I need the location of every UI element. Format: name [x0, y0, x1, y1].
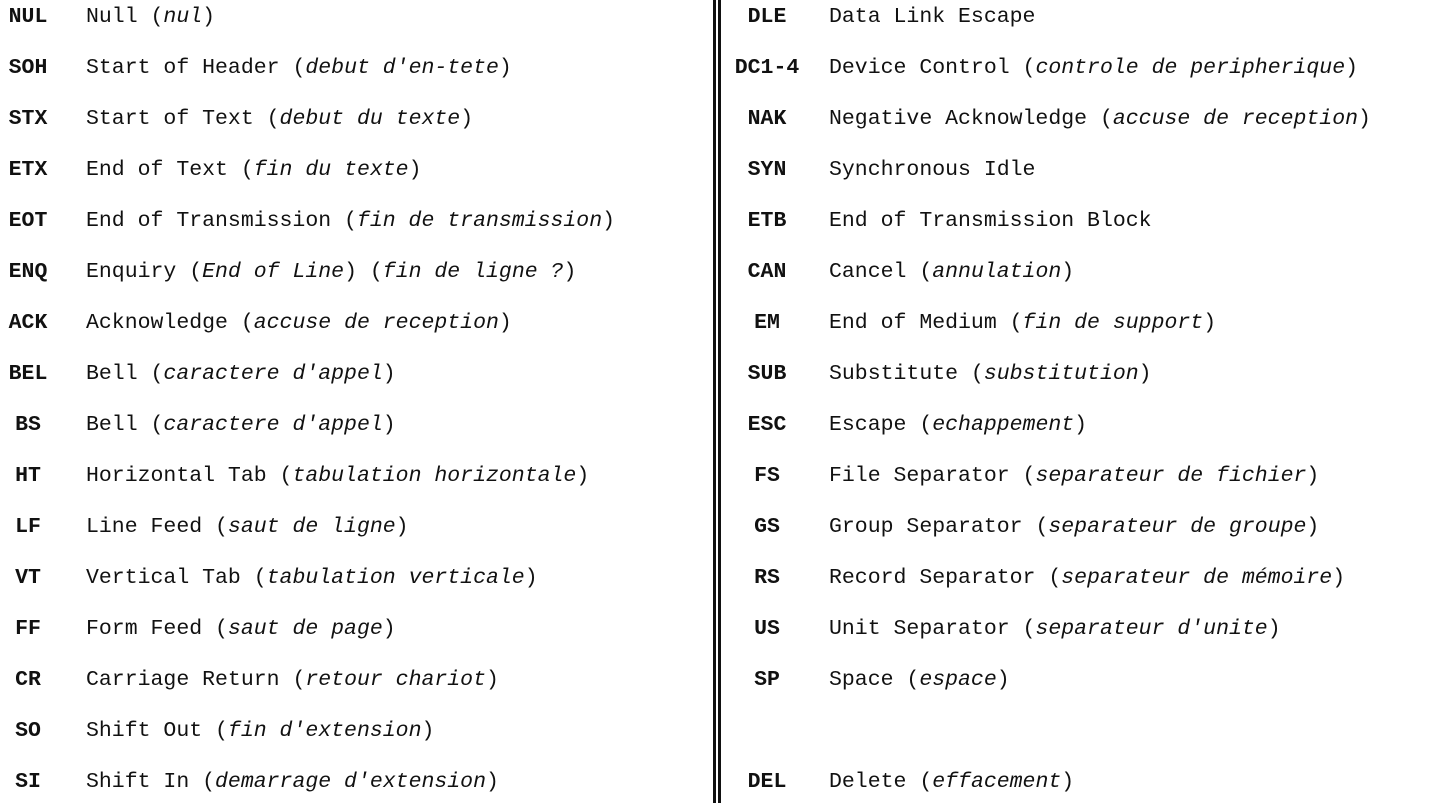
control-char-code: STX	[8, 107, 48, 131]
control-char-code: EM	[754, 311, 780, 335]
translation-note: fin d'extension	[227, 719, 422, 743]
control-char-code: DEL	[747, 770, 787, 794]
control-char-code: HT	[15, 464, 41, 488]
control-char-code: ACK	[8, 311, 48, 335]
control-char-description: Escape (echappement)	[829, 413, 1088, 437]
control-char-row	[0, 247, 576, 298]
control-char-description: Line Feed (saut de ligne)	[86, 515, 409, 539]
translation-note: nul	[163, 5, 203, 29]
translation-note: saut de ligne	[227, 515, 396, 539]
control-char-row	[722, 145, 1035, 196]
control-char-row	[722, 247, 1074, 298]
control-char-description: Carriage Return (retour chariot)	[86, 668, 499, 692]
control-char-row	[0, 757, 499, 808]
translation-note: substitution	[983, 362, 1139, 386]
english-name: Unit Separator	[829, 617, 1010, 641]
control-char-row	[0, 451, 589, 502]
translation-note: saut de page	[227, 617, 383, 641]
control-char-description: End of Transmission (fin de transmission)	[86, 209, 615, 233]
english-name: End of Transmission Block	[829, 209, 1152, 233]
control-char-code: ETB	[747, 209, 787, 233]
control-char-description: Record Separator (separateur de mémoire)	[829, 566, 1346, 590]
control-char-code: BEL	[8, 362, 48, 386]
control-char-code: DLE	[747, 5, 787, 29]
control-char-code: NAK	[747, 107, 787, 131]
english-name: Negative Acknowledge	[829, 107, 1088, 131]
control-char-code: NUL	[8, 5, 48, 29]
english-name: Form Feed	[86, 617, 203, 641]
control-char-row	[0, 553, 538, 604]
translation-note: effacement	[932, 770, 1062, 794]
english-name: File Separator	[829, 464, 1010, 488]
control-char-description	[829, 209, 1152, 233]
control-char-code: FF	[15, 617, 41, 641]
translation-note: caractere d'appel	[163, 413, 383, 437]
translation-note: tabulation verticale	[266, 566, 525, 590]
control-char-row	[722, 94, 1371, 145]
translation-note: fin de ligne ?	[382, 260, 564, 284]
control-char-description	[829, 5, 1035, 29]
control-char-code: GS	[754, 515, 780, 539]
control-char-description: Delete (effacement)	[829, 770, 1075, 794]
control-char-description: Start of Header (debut d'en-tete)	[86, 56, 512, 80]
control-char-description: End of Text (fin du texte)	[86, 158, 422, 182]
translation-note: echappement	[932, 413, 1075, 437]
translation-note: fin de transmission	[356, 209, 603, 233]
english-name: Start of Header	[86, 56, 280, 80]
control-char-row	[0, 145, 421, 196]
translation-note: fin du texte	[253, 158, 409, 182]
translation-note: debut du texte	[279, 107, 461, 131]
control-char-code: RS	[754, 566, 780, 590]
control-char-row	[0, 655, 499, 706]
translation-note: accuse de reception	[253, 311, 499, 335]
english-name: Device Control	[829, 56, 1010, 80]
translation-note: retour chariot	[305, 668, 486, 692]
english-name: Enquiry	[86, 260, 177, 284]
control-char-description: Shift Out (fin d'extension)	[86, 719, 435, 743]
control-char-code: SYN	[747, 158, 787, 182]
control-char-row	[0, 502, 409, 553]
control-char-row	[0, 400, 396, 451]
control-char-description: Horizontal Tab (tabulation horizontale)	[86, 464, 590, 488]
control-char-row	[722, 553, 1345, 604]
control-char-row	[722, 400, 1087, 451]
english-name: Cancel	[829, 260, 907, 284]
english-name: End of Transmission	[86, 209, 332, 233]
control-char-row	[0, 298, 512, 349]
control-char-description	[829, 158, 1035, 182]
english-name: Shift In	[86, 770, 190, 794]
control-char-code: SP	[754, 668, 780, 692]
control-char-row	[722, 196, 1152, 247]
control-char-description: Bell (caractere d'appel)	[86, 362, 396, 386]
english-name: Shift Out	[86, 719, 203, 743]
english-name: Vertical Tab	[86, 566, 241, 590]
control-char-description: Enquiry (End of Line) (fin de ligne ?)	[86, 260, 577, 284]
control-char-row	[722, 757, 1074, 808]
control-char-code: SUB	[747, 362, 787, 386]
control-char-description: End of Medium (fin de support)	[829, 311, 1217, 335]
translation-note: End of Line	[202, 260, 345, 284]
translation-note: separateur d'unite	[1035, 617, 1268, 641]
control-char-row	[0, 706, 434, 757]
translation-note: fin de support	[1022, 311, 1204, 335]
translation-note: separateur de groupe	[1048, 515, 1307, 539]
control-char-description: Negative Acknowledge (accuse de reception)	[829, 107, 1371, 131]
translation-note: annulation	[932, 260, 1062, 284]
control-char-row	[722, 0, 1035, 43]
translation-note: caractere d'appel	[163, 362, 383, 386]
control-char-row	[0, 349, 396, 400]
translation-note: separateur de mémoire	[1061, 566, 1333, 590]
control-char-description: Space (espace)	[829, 668, 1010, 692]
control-char-description: Acknowledge (accuse de reception)	[86, 311, 512, 335]
english-name: End of Text	[86, 158, 228, 182]
control-char-code: US	[754, 617, 780, 641]
control-char-code: BS	[15, 413, 41, 437]
english-name: Group Separator	[829, 515, 1023, 539]
english-name: Escape	[829, 413, 907, 437]
control-char-code: CR	[15, 668, 41, 692]
control-char-row	[722, 43, 1358, 94]
control-char-description: Form Feed (saut de page)	[86, 617, 396, 641]
english-name: Bell	[86, 362, 138, 386]
english-name: Acknowledge	[86, 311, 228, 335]
control-char-description: Shift In (demarrage d'extension)	[86, 770, 499, 794]
english-name: Space	[829, 668, 894, 692]
control-char-code: SO	[15, 719, 41, 743]
english-name: Horizontal Tab	[86, 464, 267, 488]
control-char-row	[722, 349, 1152, 400]
control-char-row	[0, 94, 473, 145]
english-name: Line Feed	[86, 515, 203, 539]
translation-note: tabulation horizontale	[292, 464, 577, 488]
left-column	[0, 0, 712, 803]
control-char-row	[722, 298, 1216, 349]
english-name: End of Medium	[829, 311, 997, 335]
english-name: Carriage Return	[86, 668, 280, 692]
translation-note: separateur de fichier	[1035, 464, 1307, 488]
english-name: Substitute	[829, 362, 959, 386]
control-char-code: SI	[15, 770, 41, 794]
column-divider-line	[718, 0, 721, 803]
control-char-code: VT	[15, 566, 41, 590]
english-name: Start of Text	[86, 107, 254, 131]
control-char-description: Device Control (controle de peripherique)	[829, 56, 1359, 80]
control-char-code: EOT	[8, 209, 48, 233]
control-char-description: Start of Text (debut du texte)	[86, 107, 474, 131]
control-char-code: FS	[754, 464, 780, 488]
control-char-description: Unit Separator (separateur d'unite)	[829, 617, 1281, 641]
english-name: Null	[86, 5, 138, 29]
column-divider-line	[713, 0, 716, 803]
control-char-description: Cancel (annulation)	[829, 260, 1075, 284]
translation-note: debut d'en-tete	[305, 56, 499, 80]
control-char-code: ESC	[747, 413, 787, 437]
control-char-row	[722, 502, 1319, 553]
control-char-row	[0, 604, 396, 655]
translation-note: demarrage d'extension	[215, 770, 486, 794]
translation-note: accuse de reception	[1112, 107, 1358, 131]
control-char-code: DC1-4	[734, 56, 800, 80]
control-char-code: SOH	[8, 56, 48, 80]
english-name: Bell	[86, 413, 138, 437]
control-char-row	[722, 655, 1010, 706]
english-name: Data Link Escape	[829, 5, 1036, 29]
control-char-code: CAN	[747, 260, 787, 284]
control-char-description: Substitute (substitution)	[829, 362, 1152, 386]
english-name: Record Separator	[829, 566, 1036, 590]
control-char-code: ETX	[8, 158, 48, 182]
translation-note: espace	[919, 668, 997, 692]
right-column	[722, 0, 1455, 803]
control-char-row	[0, 0, 215, 43]
control-char-row	[722, 451, 1319, 502]
control-char-description: File Separator (separateur de fichier)	[829, 464, 1320, 488]
english-name: Delete	[829, 770, 907, 794]
control-char-code: ENQ	[8, 260, 48, 284]
control-char-row	[722, 604, 1281, 655]
control-char-description: Vertical Tab (tabulation verticale)	[86, 566, 538, 590]
control-char-code: LF	[15, 515, 41, 539]
english-name: Synchronous Idle	[829, 158, 1036, 182]
control-char-description: Bell (caractere d'appel)	[86, 413, 396, 437]
control-char-row	[0, 43, 512, 94]
control-char-row	[0, 196, 615, 247]
control-char-description: Group Separator (separateur de groupe)	[829, 515, 1320, 539]
translation-note: controle de peripherique	[1035, 56, 1346, 80]
control-char-description: Null (nul)	[86, 5, 216, 29]
